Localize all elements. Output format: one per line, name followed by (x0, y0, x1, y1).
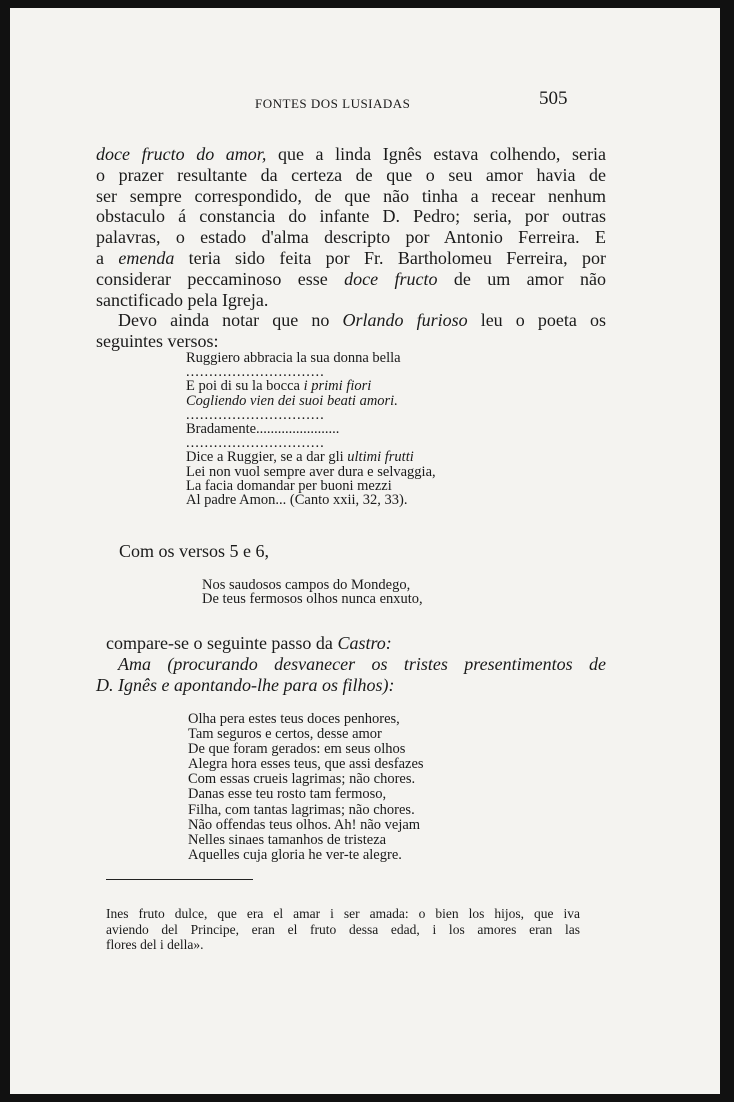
running-title: FONTES DOS LUSIADAS (255, 96, 411, 111)
footnote-line: flores del i della». (106, 937, 204, 953)
footnote-divider (106, 879, 253, 880)
verse-line: Cogliendo vien dei suoi beati amori. (186, 392, 398, 409)
text-line: considerar peccaminoso esse doce fructo de um amor não (96, 268, 606, 289)
paragraph-1 (96, 144, 606, 352)
verse-line: Olha pera estes teus doces penhores, (188, 711, 400, 727)
book-page (10, 8, 720, 1094)
section-line: Com os versos 5 e 6, (119, 541, 269, 561)
verse-mondego (202, 578, 423, 606)
text-line: sanctificado pela Igreja. (96, 289, 269, 310)
ellipsis-line: .............................. (186, 406, 325, 423)
verse-castro (188, 712, 424, 863)
text-line: palavras, o estado d'alma descripto por Antonio Ferreira. E (96, 227, 606, 248)
verse-line: De teus fermosos olhos nunca enxuto, (202, 591, 423, 608)
ellipsis-line: .............................. (186, 364, 325, 381)
text-line: o prazer resultante da certeza de que o seu amor havia de (96, 164, 606, 185)
verse-line: Com essas crueis lagrimas; não chores. (188, 771, 416, 788)
verse-line: Bradamente....................... (186, 421, 340, 438)
stage-direction: D. Ignês e apontando-lhe para os filhos): (96, 674, 395, 695)
verse-line: Al padre Amon... (Canto xxii, 32, 33). (186, 492, 408, 509)
footnote (106, 906, 580, 953)
verse-line: Filha, com tantas lagrimas; não chores. (188, 801, 415, 818)
verse-line: Nelles sinaes tamanhos de tristeza (188, 831, 387, 848)
verse-line: De que foram gerados: em seus olhos (188, 741, 406, 758)
verse-line: Lei non vuol sempre aver dura e selvaggia, (186, 463, 436, 480)
verse-line: Ruggiero abbracia la sua donna bella (186, 350, 401, 366)
verse-line: Tam seguros e certos, desse amor (188, 726, 382, 743)
text-line: obstaculo á constancia do infante D. Pedro; seria, por outras (96, 206, 606, 227)
stage-direction: Ama (procurando desvanecer os tristes presentimentos de (118, 653, 606, 674)
text-line: seguintes versos: (96, 331, 219, 352)
footnote-line: Ines fruto dulce, que era el amar i ser amada: o bien los hijos, que iva (106, 906, 580, 921)
verse-line: Dice a Ruggier, se a dar gli ultimi frutti (186, 449, 414, 466)
text-line: doce fructo do amor, que a linda Ignês estava colhendo, seria (96, 144, 607, 164)
verse-line: Nos saudosos campos do Mondego, (202, 577, 411, 593)
verse-line: Não offendas teus olhos. Ah! não vejam (188, 816, 421, 833)
verse-line: Aquelles cuja gloria he ver-te alegre. (188, 846, 402, 863)
text-line: ser sempre correspondido, de que não tinha a recear nenhum (96, 185, 606, 206)
verse-line: Danas esse teu rosto tam fermoso, (188, 786, 387, 803)
verse-line: Alegra hora esses teus, que assi desfazes (188, 756, 424, 773)
compare-paragraph (96, 633, 606, 695)
verse-line: E poi di su la bocca i primi fiori (186, 378, 372, 395)
footnote-line: aviendo del Principe, eran el fruto dessa edad, i los amores eran las (106, 921, 580, 937)
verse-orlando (186, 351, 436, 507)
text-line: a emenda teria sido feita por Fr. Bartholomeu Ferreira, por (96, 247, 606, 268)
page-number: 505 (539, 88, 568, 109)
ellipsis-line: .............................. (186, 435, 325, 452)
text-line: Devo ainda notar que no Orlando furioso leu o poeta os (118, 310, 606, 331)
text-line: compare-se o seguinte passo da Castro: (106, 633, 392, 653)
verse-line: La facia domandar per buoni mezzi (186, 477, 392, 494)
